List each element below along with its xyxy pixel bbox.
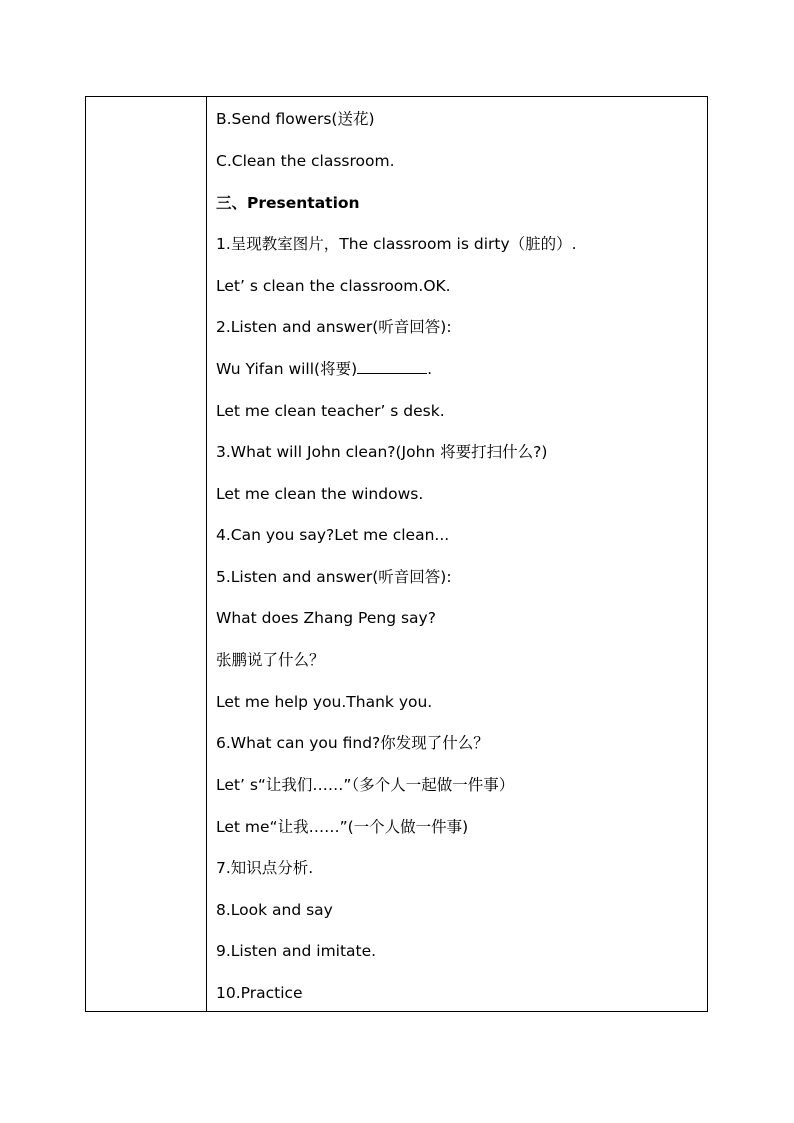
step-4-can-you-say: 4.Can you say?Let me clean... xyxy=(216,526,450,544)
left-column-cell xyxy=(86,97,207,1011)
step-5-answer: Let me help you.Thank you. xyxy=(216,693,433,711)
section-heading-presentation: 三、Presentation xyxy=(216,194,360,212)
step-2-fill-blank xyxy=(216,359,432,379)
step-2-listen-answer: 2.Listen and answer(听音回答): xyxy=(216,318,452,336)
step-1-dialogue: Let’ s clean the classroom.OK. xyxy=(216,277,451,295)
step-10-practice: 10.Practice xyxy=(216,984,303,1002)
answer-blank xyxy=(357,360,427,374)
content-cell xyxy=(207,97,707,1011)
step-5-question-chinese: 张鹏说了什么？ xyxy=(216,651,325,669)
step-1-picture: 1.呈现教室图片，The classroom is dirty（脏的）. xyxy=(216,235,577,253)
fill-blank-suffix: . xyxy=(427,360,433,378)
step-2-answer: Let me clean teacher’ s desk. xyxy=(216,402,445,420)
step-3-question: 3.What will John clean?(John 将要打扫什么?) xyxy=(216,443,548,461)
option-b-send-flowers: B.Send flowers(送花) xyxy=(216,110,375,128)
step-6-lets-note: Let’ s“让我们……”（多个人一起做一件事） xyxy=(216,776,515,794)
step-5-question: What does Zhang Peng say? xyxy=(216,609,436,627)
step-6-what-can-you-find: 6.What can you find?你发现了什么？ xyxy=(216,734,489,752)
step-5-listen-answer: 5.Listen and answer(听音回答): xyxy=(216,568,452,586)
lesson-table xyxy=(85,96,708,1012)
step-6-let-me-note: Let me“让我……”(一个人做一件事) xyxy=(216,818,469,836)
step-9-listen-imitate: 9.Listen and imitate. xyxy=(216,942,377,960)
step-7-analysis: 7.知识点分析. xyxy=(216,859,314,877)
option-c-clean-classroom: C.Clean the classroom. xyxy=(216,152,395,170)
fill-blank-prefix: Wu Yifan will(将要) xyxy=(216,360,358,378)
step-8-look-and-say: 8.Look and say xyxy=(216,901,333,919)
step-3-answer: Let me clean the windows. xyxy=(216,485,424,503)
